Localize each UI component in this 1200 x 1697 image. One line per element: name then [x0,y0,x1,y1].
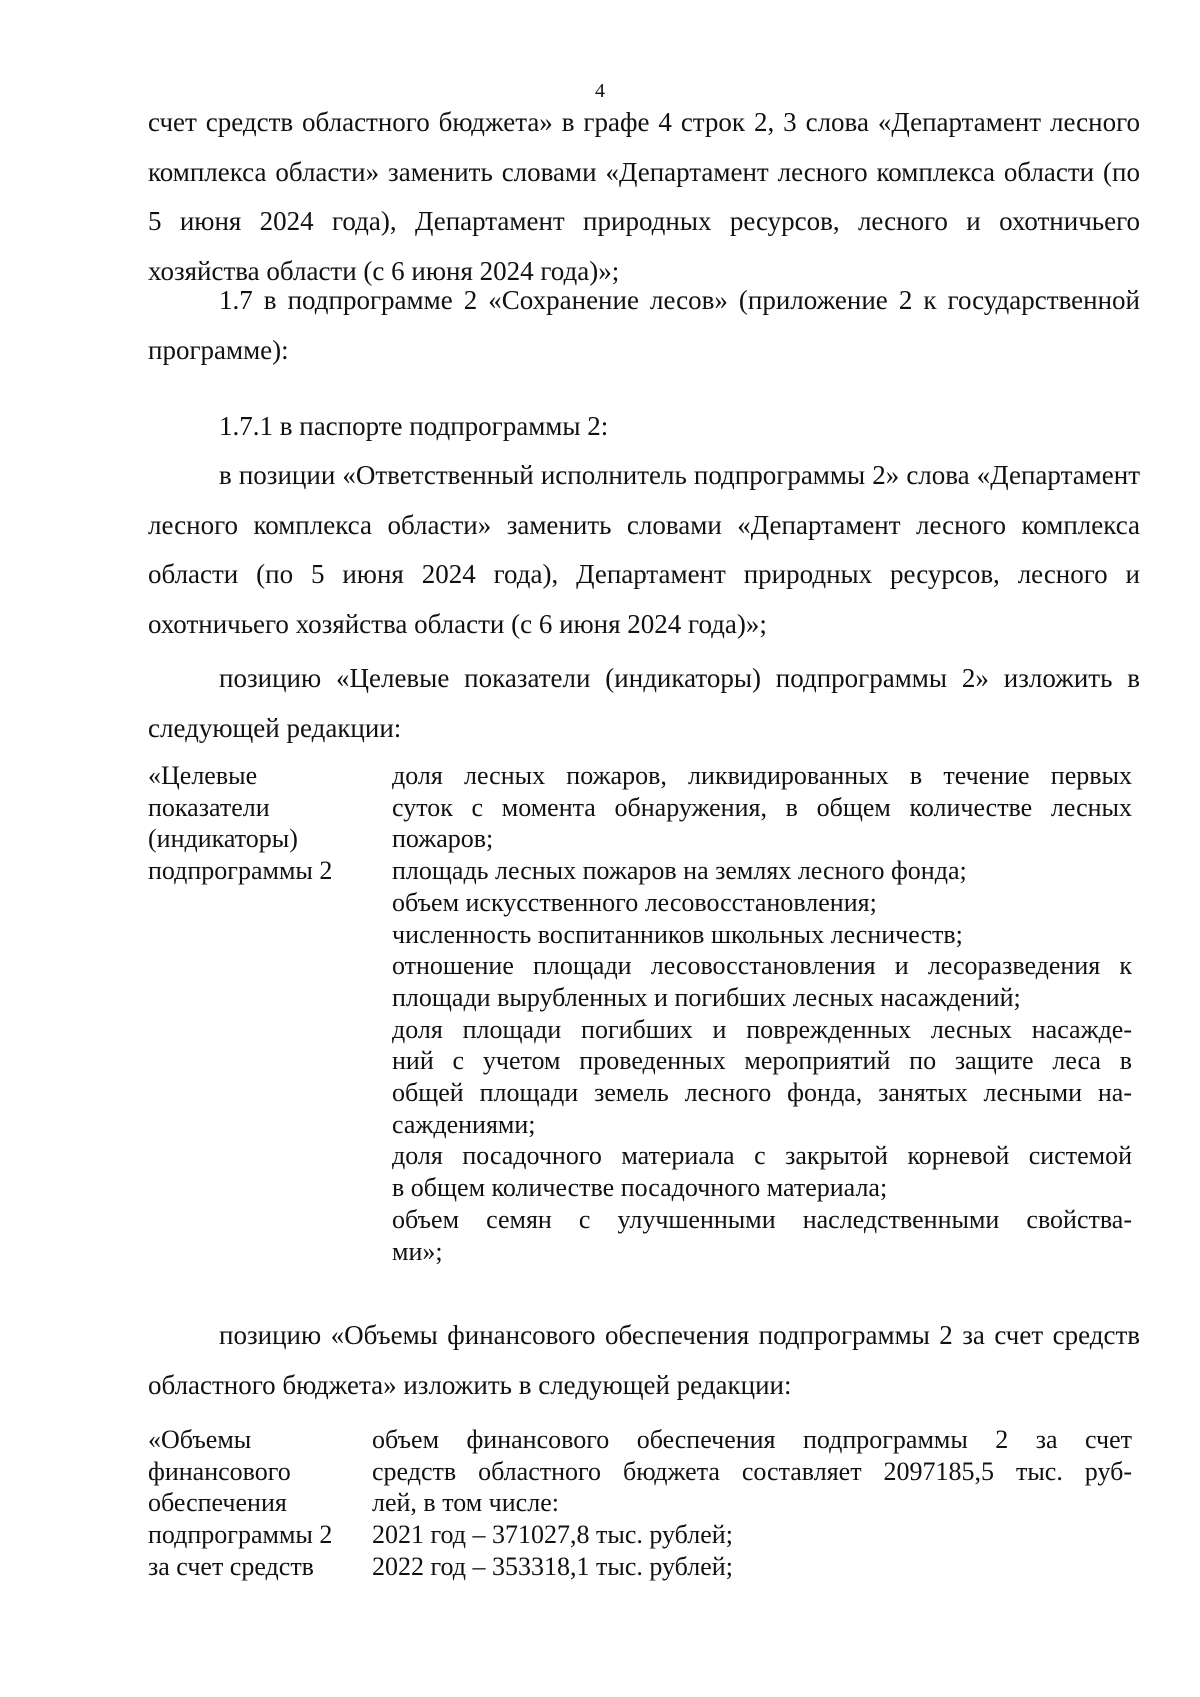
table-right-line: ми»; [392,1236,443,1266]
table-left-line: показатели [148,792,270,822]
table-left-line: «Объемы [148,1425,252,1454]
table-right-line: лей, в том числе: [372,1488,559,1518]
page-number: 4 [595,80,605,102]
table-right-line: площади вырубленных и погибших лесных насаждений; [392,982,1021,1012]
table-right-line: 2022 год – 353318,1 тыс. рублей; [372,1551,733,1581]
table-indicators-right [392,760,1132,1267]
table-financing-right [372,1424,1132,1583]
table-left-line: подпрограммы 2 [148,856,333,886]
table-right-line: 2021 год – 371027,8 тыс. рублей; [372,1520,733,1550]
paragraph-subprogram-2: 1.7 в подпрограмме 2 «Сохранение лесов» (приложение 2 к государственной программе): [148,285,1140,365]
table-right-line: ний с учетом проведенных мероприятий по защите леса в [392,1046,1132,1076]
table-right-line: доля лесных пожаров, ликвидированных в течение первых [392,761,1132,790]
table-left-line: (индикаторы) [148,824,298,854]
table-indicators-left [148,760,358,887]
table-right-line: суток с момента обнаружения, в общем количестве лесных [392,792,1132,822]
table-right-line: пожаров; [392,824,494,854]
table-left-line: подпрограммы 2 [148,1520,333,1550]
paragraph-target-indicators-intro: позицию «Целевые показатели (индикаторы) подпрограммы 2» изложить в следующей редакции: [148,663,1140,743]
table-left-line: «Целевые [148,761,258,790]
paragraph-responsible-executor: в позиции «Ответственный исполнитель подпрограммы 2» слова «Департамент лесного комплекса области» заменить словами «Департамент лесного комплекса области (по 5 июня 2024 года), Департамент природных ресурсов, лесного и охотничьего хозяйства области (с 6 июня 2024 года)»; [148,460,1140,639]
table-right-line: доля посадочного материала с закрытой корневой системой [392,1141,1132,1171]
table-financing-left [148,1424,358,1583]
table-left-line: финансового [148,1456,291,1486]
table-right-line: численность воспитанников школьных лесничеств; [392,919,963,949]
table-right-line: объем семян с улучшенными наследственными свойства- [392,1204,1132,1234]
table-right-line: общей площади земель лесного фонда, занятых лесными на- [392,1078,1132,1108]
table-right-line: доля площади погибших и поврежденных лесных насажде- [392,1014,1132,1044]
table-right-line: объем искусственного лесовосстановления; [392,887,877,917]
paragraph-replacement-department: счет средств областного бюджета» в графе 4 строк 2, 3 слова «Департамент лесного комплекса области» заменить словами «Департамент лесного комплекса области (по 5 июня 2024 года), Департамент природных ресурсов, лесного и охотничьего хозяйства области (с 6 июня 2024 года)»; [148,107,1140,286]
table-right-line: саждениями; [392,1109,536,1139]
table-right-line: отношение площади лесовосстановления и лесоразведения к [392,951,1132,981]
table-left-line: обеспечения [148,1488,287,1518]
table-right-line: объем финансового обеспечения подпрограммы 2 за счет [372,1425,1132,1454]
table-right-line: в общем количестве посадочного материала; [392,1173,888,1203]
paragraph-financing-intro: позицию «Объемы финансового обеспечения подпрограммы 2 за счет средств областного бюджета» изложить в следующей редакции: [148,1320,1140,1400]
table-right-line: средств областного бюджета составляет 2097185,5 тыс. руб- [372,1456,1132,1486]
table-left-line: за счет средств [148,1551,314,1581]
table-right-line: площадь лесных пожаров на землях лесного фонда; [392,856,967,886]
paragraph-passport: 1.7.1 в паспорте подпрограммы 2: [219,411,609,441]
